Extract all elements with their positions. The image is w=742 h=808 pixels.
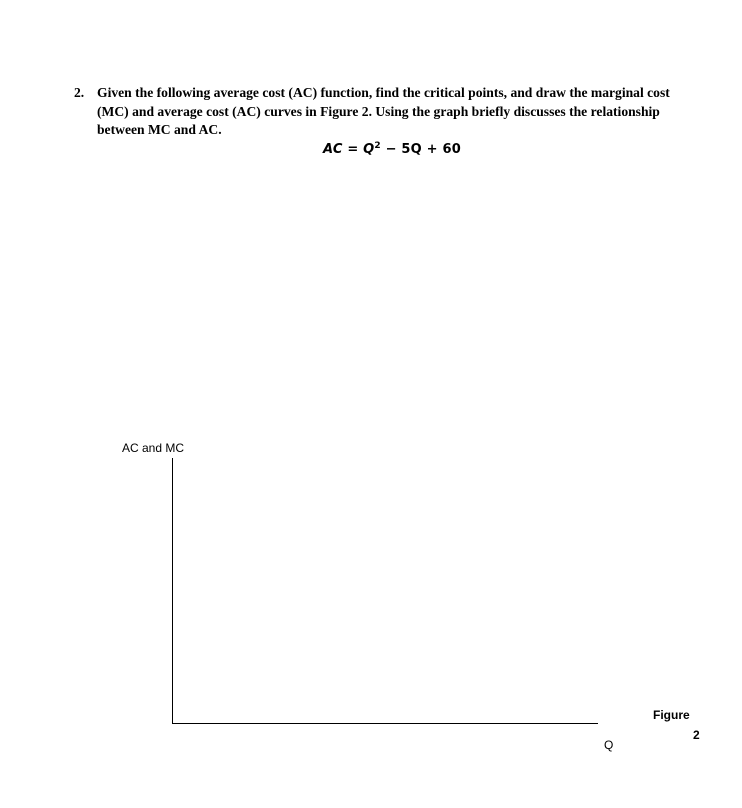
y-axis-label: AC and MC [122, 441, 185, 455]
equation-base: Q [363, 142, 375, 157]
equation-exponent: 2 [374, 141, 381, 151]
question-text: Given the following average cost (AC) function, find the critical points, and draw the marginal cost (MC) and average cost (AC) curves in Figure 2. Using the graph briefly discusses the relationship between MC and AC. [97, 85, 670, 137]
question-block [74, 84, 674, 140]
equation-rest: − 5Q + 60 [380, 142, 461, 157]
figure-caption-number: 2 [693, 728, 700, 742]
equation-equals: = [342, 142, 364, 157]
x-axis-line [172, 723, 598, 724]
equation-lhs: AC [323, 142, 343, 157]
question-number: 2. [74, 85, 85, 100]
figure-caption-word: Figure [653, 708, 690, 722]
ac-equation [323, 142, 461, 157]
y-axis-line [172, 458, 173, 724]
x-axis-label: Q [604, 738, 614, 752]
